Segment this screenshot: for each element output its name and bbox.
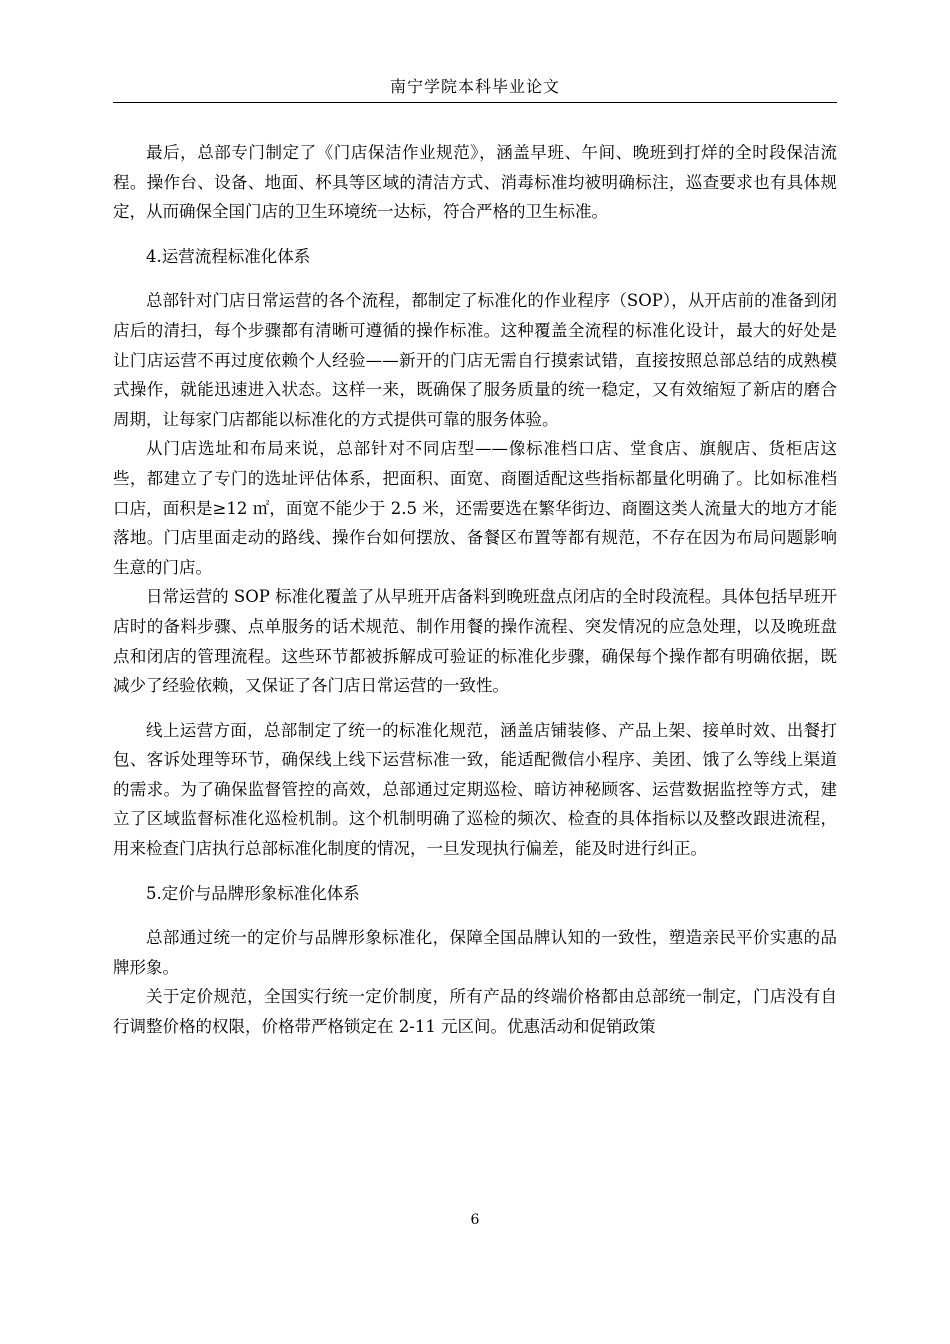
spacer — [113, 908, 837, 923]
paragraph-pricing-rules: 关于定价规范，全国实行统一定价制度，所有产品的终端价格都由总部统一制定，门店没有自行调整价格的权限，价格带严格锁定在 2-11 元区间。优惠活动和促销政策 — [113, 987, 837, 1037]
thesis-body — [113, 138, 837, 1042]
paragraph-cleaning-standards: 最后，总部专门制定了《门店保洁作业规范》，涵盖早班、午间、晚班到打烊的全时段保洁流程。操作台、设备、地面、杯具等区域的清洁方式、消毒标准均被明确标注，巡查要求也有具体规定，从而确保全国门店的卫生环境统一达标，符合严格的卫生标准。 — [113, 143, 837, 222]
spacer — [113, 227, 837, 242]
section-heading-pricing-brand: 5.定价与品牌形象标准化体系 — [146, 883, 360, 903]
page-header — [113, 72, 837, 103]
paragraph-sop-overview: 总部针对门店日常运营的各个流程，都制定了标准化的作业程序（SOP），从开店前的准备到闭店后的清扫，每个步骤都有清晰可遵循的操作标准。这种覆盖全流程的标准化设计，最大的好处是让门店运营不再过度依赖个人经验——新开的门店无需自行摸索试错，直接按照总部总结的成熟模式操作，就能迅速进入状态。这样一来，既确保了服务质量的统一稳定，又有效缩短了新店的磨合周期，让每家门店都能以标准化的方式提供可靠的服务体验。 — [113, 291, 837, 429]
spacer — [113, 271, 837, 286]
paragraph-brand-image: 总部通过统一的定价与品牌形象标准化，保障全国品牌认知的一致性，塑造亲民平价实惠的品牌形象。 — [113, 928, 837, 977]
paragraph-store-siting: 从门店选址和布局来说，总部针对不同店型——像标准档口店、堂食店、旗舰店、货柜店这些，都建立了专门的选址评估体系，把面积、面宽、商圈适配这些指标都量化明确了。比如标准档口店，面积是≥12 ㎡，面宽不能少于 2.5 米，还需要选在繁华街边、商圈这类人流量大的地方才能落地。门店里面走动的路线、操作台如何摆放、备餐区布置等都有规范，不存在因为布局问题影响生意的门店。 — [113, 439, 837, 577]
spacer — [113, 701, 837, 716]
section-heading-operations: 4.运营流程标准化体系 — [146, 246, 311, 266]
paragraph-daily-sop: 日常运营的 SOP 标准化覆盖了从早班开店备料到晚班盘点闭店的全时段流程。具体包括早班开店时的备料步骤、点单服务的话术规范、制作用餐的操作流程、突发情况的应急处理，以及晚班盘点和闭店的管理流程。这些环节都被拆解成可验证的标准化步骤，确保每个操作都有明确依据，既减少了经验依赖，又保证了各门店日常运营的一致性。 — [113, 587, 837, 696]
running-title: 南宁学院本科毕业论文 — [389, 77, 560, 96]
page-number: 6 — [470, 1212, 480, 1228]
spacer — [113, 864, 837, 879]
paragraph-online-operations: 线上运营方面，总部制定了统一的标准化规范，涵盖店铺装修、产品上架、接单时效、出餐打包、客诉处理等环节，确保线上线下运营标准一致，能适配微信小程序、美团、饿了么等线上渠道的需求。为了确保监督管控的高效，总部通过定期巡检、暗访神秘顾客、运营数据监控等方式，建立了区域监督标准化巡检机制。这个机制明确了巡检的频次、检查的具体指标以及整改跟进流程，用来检查门店执行总部标准化制度的情况，一旦发现执行偏差，能及时进行纠正。 — [113, 720, 837, 859]
